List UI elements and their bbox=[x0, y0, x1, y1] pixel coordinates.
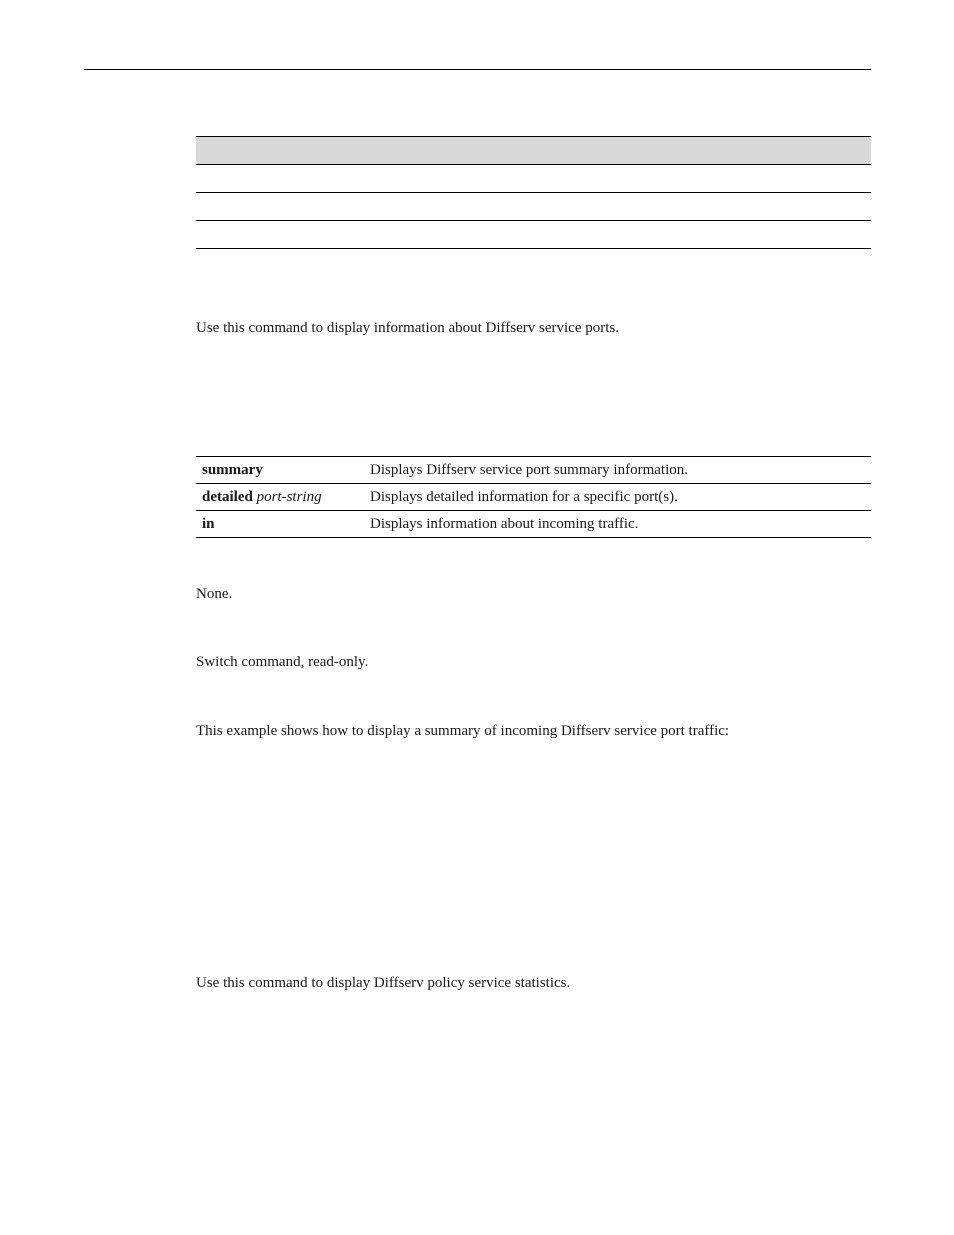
param-argument: port-string bbox=[256, 488, 322, 505]
param-keyword-cell bbox=[196, 457, 364, 484]
continued-table bbox=[196, 136, 871, 249]
table-row bbox=[196, 457, 871, 484]
table-row bbox=[196, 165, 871, 193]
table-row bbox=[196, 193, 871, 221]
table-header-row bbox=[196, 136, 871, 165]
purpose-text: Use this command to display information about Diffserv service ports. bbox=[196, 320, 619, 336]
param-description: Displays detailed information for a specific port(s). bbox=[364, 484, 871, 511]
param-description: Displays information about incoming traffic. bbox=[364, 511, 871, 538]
param-keyword: detailed bbox=[202, 488, 253, 505]
mode-text: Switch command, read-only. bbox=[196, 654, 369, 670]
param-description: Displays Diffserv service port summary information. bbox=[364, 457, 871, 484]
header-rule bbox=[84, 69, 871, 70]
param-keyword-cell bbox=[196, 484, 364, 511]
defaults-text: None. bbox=[196, 586, 233, 602]
next-command-purpose: Use this command to display Diffserv policy service statistics. bbox=[196, 975, 571, 991]
param-keyword: in bbox=[202, 515, 215, 532]
param-keyword: summary bbox=[202, 461, 263, 478]
table-row bbox=[196, 511, 871, 538]
table-row bbox=[196, 221, 871, 249]
parameter-table bbox=[196, 456, 871, 538]
table-row bbox=[196, 484, 871, 511]
example-text: This example shows how to display a summary of incoming Diffserv service port traffic: bbox=[196, 723, 730, 739]
param-keyword-cell bbox=[196, 511, 364, 538]
